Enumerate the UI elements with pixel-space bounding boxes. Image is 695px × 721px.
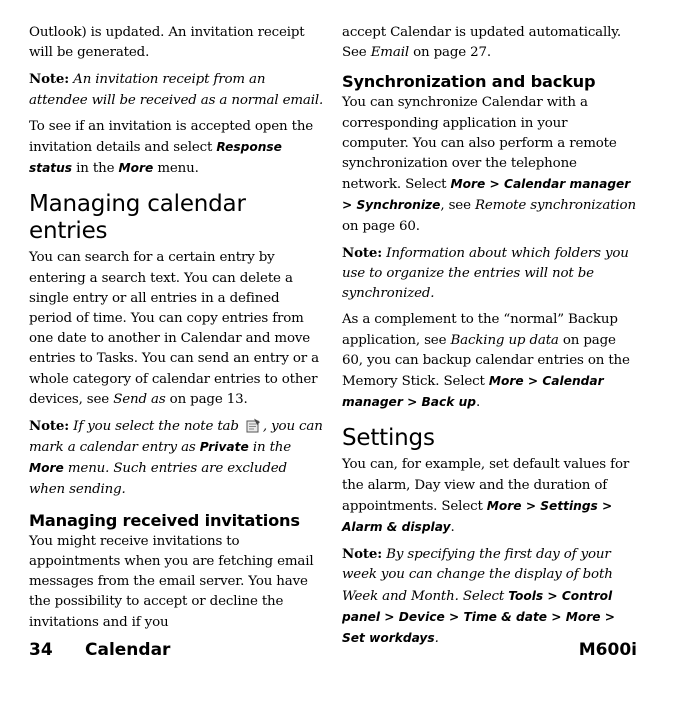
body-text: You can, for example, set default values for the alarm, Day view and the duration of appointments. Select	[342, 457, 630, 514]
ui-term: More	[118, 161, 154, 176]
model-name: M600i	[578, 640, 637, 660]
cross-reference: Backing up data	[450, 332, 559, 348]
section-heading: Settings	[342, 425, 435, 452]
body-text: .	[476, 395, 481, 411]
ui-term: More	[29, 461, 64, 476]
body-text: menu.	[153, 161, 199, 177]
body-text: in the	[72, 161, 119, 177]
note-text: By specifying the first day of your week you can change the display of both Week and Month. Select	[342, 547, 613, 604]
body-text: Outlook) is updated. An invitation receipt will be generated.	[29, 25, 305, 61]
note-label: Note:	[342, 546, 383, 563]
ui-term: Private	[199, 440, 249, 455]
paragraph	[29, 117, 325, 180]
paragraph	[342, 455, 638, 538]
body-text: on page 27.	[408, 45, 491, 61]
paragraph	[29, 23, 325, 63]
note-text: , you can mark a calendar entry as	[29, 419, 323, 456]
note-label: Note:	[29, 418, 70, 435]
note-tab-icon	[245, 418, 261, 433]
ui-term: More > Calendar manager > Back up	[342, 374, 604, 410]
body-text: on page 13.	[165, 391, 248, 407]
body-text: As a complement to the “normal” Backup application, see	[342, 312, 618, 348]
note	[342, 243, 638, 305]
cross-reference: Send as	[113, 391, 166, 407]
note-text: An invitation receipt from an attendee will be received as a normal email.	[29, 72, 324, 108]
cross-reference: Remote synchronization	[474, 198, 636, 214]
page-number: 34	[29, 640, 53, 660]
note	[342, 544, 638, 649]
right-column	[342, 23, 638, 655]
body-text: You can synchronize Calendar with a corresponding application in your computer. You can also perform a remote synchronization over the telephone network. Select	[342, 95, 617, 193]
section-heading: Managing calendar entries	[29, 191, 246, 245]
paragraph	[29, 248, 325, 410]
note-text: menu. Such entries are excluded when sending.	[29, 461, 287, 497]
body-text: .	[450, 520, 455, 536]
page-footer	[29, 640, 637, 662]
body-text: , see	[440, 198, 475, 214]
note-text: Information about which folders you use to organize the entries will not be synchronized.	[342, 245, 629, 302]
body-text: To see if an invitation is accepted open the invitation details and select	[29, 118, 314, 156]
note-label: Note:	[342, 244, 383, 261]
body-text: on page 60, you can backup calendar entries on the Memory Stick. Select	[342, 332, 630, 390]
note	[29, 69, 325, 110]
chapter-title: Calendar	[85, 640, 171, 660]
body-text: on page 60.	[342, 218, 420, 234]
subsection-heading: Managing received invitations	[29, 510, 300, 530]
left-column	[29, 23, 325, 639]
subsection-heading: Synchronization and backup	[342, 72, 596, 92]
ui-term: More > Settings > Alarm & display	[342, 498, 613, 535]
paragraph	[342, 310, 638, 413]
ui-term: Tools > Control panel > Device > Time & date > More > Set workdays	[342, 588, 615, 646]
body-text: You can search for a certain entry by entering a search text. You can delete a single entry or all entries in a defined period of time. You can copy entries from one date to another in Calendar and move entries to Tasks. You can send an entry or a whole category of calendar entries to other devices, see	[29, 250, 319, 407]
paragraph	[342, 93, 638, 236]
paragraph	[342, 23, 638, 63]
paragraph	[29, 532, 325, 633]
note-text: If you select the note tab	[69, 419, 243, 435]
note-text: in the	[248, 440, 292, 456]
cross-reference: Email	[370, 45, 409, 61]
body-text: accept Calendar is updated automatically. See	[342, 25, 622, 61]
note	[29, 416, 325, 500]
ui-term: Response status	[29, 140, 282, 176]
ui-term: More > Calendar manager > Synchronize	[342, 177, 631, 213]
body-text: You might receive invitations to appointments when you are fetching email messages from the email server. You have the possibility to accept or decline the invitations and if you	[29, 533, 314, 630]
note-label: Note:	[29, 71, 70, 88]
note-text: .	[434, 631, 439, 647]
